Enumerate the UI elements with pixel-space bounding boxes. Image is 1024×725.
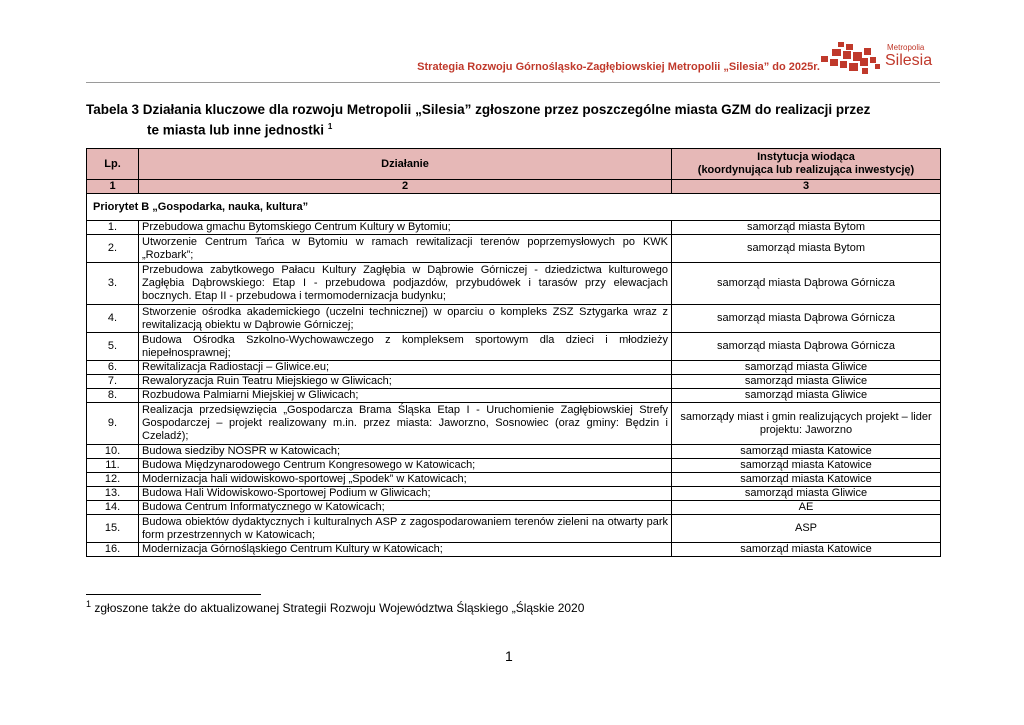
actions-table	[86, 148, 941, 557]
priority-row	[87, 194, 941, 221]
caption-line-2-wrap	[86, 118, 946, 139]
header-divider	[86, 82, 940, 83]
row-institution: samorząd miasta Gliwice	[672, 487, 941, 501]
table-row	[87, 473, 941, 487]
table-row	[87, 333, 941, 361]
row-lp: 4.	[87, 305, 139, 333]
row-lp: 10.	[87, 445, 139, 459]
row-action: Rewitalizacja Radiostacji – Gliwice.eu;	[139, 361, 672, 375]
footnote-text: zgłoszone także do aktualizowanej Strategii Rozwoju Województwa Śląskiego „Śląskie 2020	[94, 601, 585, 615]
column-number: 2	[139, 180, 672, 194]
header-institution-line2: (koordynująca lub realizująca inwestycję)	[697, 164, 915, 176]
row-action: Utworzenie Centrum Tańca w Bytomiu w ramach rewitalizacji terenów poprzemysłowych po KWK „Rozbark”;	[139, 235, 672, 263]
row-action: Przebudowa zabytkowego Pałacu Kultury Zagłębia w Dąbrowie Górniczej - dziedzictwa kulturowego Zagłębia Dąbrowskiego: Etap I - przebudowa podjazdów, przybudówek i tarasów przy elewacjach bocznych. Etap II - przebudowa i termomodernizacja budynku;	[139, 263, 672, 305]
header-action: Działanie	[139, 149, 672, 180]
table-row	[87, 235, 941, 263]
table-row	[87, 389, 941, 403]
table-row	[87, 515, 941, 543]
row-action: Rozbudowa Palmiarni Miejskiej w Gliwicach;	[139, 389, 672, 403]
row-lp: 15.	[87, 515, 139, 543]
row-institution: samorząd miasta Dąbrowa Górnicza	[672, 263, 941, 305]
table-header-row	[87, 149, 941, 180]
row-institution: samorząd miasta Katowice	[672, 459, 941, 473]
column-number-row	[87, 180, 941, 194]
row-action: Budowa Centrum Informatycznego w Katowicach;	[139, 501, 672, 515]
row-action: Przebudowa gmachu Bytomskiego Centrum Kultury w Bytomiu;	[139, 221, 672, 235]
row-action: Modernizacja hali widowiskowo-sportowej „Spodek” w Katowicach;	[139, 473, 672, 487]
row-lp: 6.	[87, 361, 139, 375]
row-action: Budowa Ośrodka Szkolno-Wychowawczego z kompleksem sportowym dla dzieci i młodzieży niepełnosprawnej;	[139, 333, 672, 361]
footnote-divider	[86, 594, 261, 595]
logo-text-silesia: Silesia	[885, 52, 933, 69]
row-institution: ASP	[672, 515, 941, 543]
row-institution: samorząd miasta Katowice	[672, 445, 941, 459]
header-institution-line1: Instytucja wiodąca	[757, 151, 855, 163]
row-institution: samorząd miasta Gliwice	[672, 361, 941, 375]
footnote-marker: 1	[86, 599, 92, 609]
row-action: Budowa Międzynarodowego Centrum Kongresowego w Katowicach;	[139, 459, 672, 473]
row-institution: AE	[672, 501, 941, 515]
table-row	[87, 543, 941, 557]
row-lp: 8.	[87, 389, 139, 403]
table-row	[87, 263, 941, 305]
table-row	[87, 361, 941, 375]
caption-line-1: Tabela 3 Działania kluczowe dla rozwoju Metropolii „Silesia” zgłoszone przez poszczególne miasta GZM do realizacji przez	[86, 102, 871, 117]
table-row	[87, 501, 941, 515]
logo-text-metropolia: Metropolia	[887, 43, 925, 52]
table-row	[87, 375, 941, 389]
row-institution: samorząd miasta Gliwice	[672, 375, 941, 389]
row-institution: samorząd miasta Dąbrowa Górnicza	[672, 333, 941, 361]
page-number: 1	[505, 648, 513, 664]
column-number: 3	[672, 180, 941, 194]
row-institution: samorząd miasta Katowice	[672, 473, 941, 487]
row-lp: 16.	[87, 543, 139, 557]
footnote	[86, 599, 584, 615]
table-row	[87, 221, 941, 235]
table-row	[87, 459, 941, 473]
row-action: Stworzenie ośrodka akademickiego (uczelni technicznej) w oparciu o kompleks ZSZ Sztygarka wraz z rewitalizacją obiektu w Dąbrowie Górniczej;	[139, 305, 672, 333]
column-number: 1	[87, 180, 139, 194]
row-action: Rewaloryzacja Ruin Teatru Miejskiego w Gliwicach;	[139, 375, 672, 389]
priority-label: Priorytet B „Gospodarka, nauka, kultura”	[87, 194, 941, 221]
caption-line-2: te miasta lub inne jednostki	[147, 122, 325, 138]
document-header-title: Strategia Rozwoju Górnośląsko-Zagłębiowskiej Metropolii „Silesia” do 2025r.	[417, 61, 820, 73]
row-action: Realizacja przedsięwzięcia „Gospodarcza Brama Śląska Etap I - Uruchomienie Zagłębiowskiej Strefy Gospodarczej – projekt realizowany m.in. przez miasta: Jaworzno, Sosnowiec (oraz gminy: Będzin i Czeladź);	[139, 403, 672, 445]
row-action: Budowa obiektów dydaktycznych i kulturalnych ASP z zagospodarowaniem terenów zieleni na otwarty park form przestrzennych w Katowicach;	[139, 515, 672, 543]
table-row	[87, 445, 941, 459]
header-lp: Lp.	[87, 149, 139, 180]
row-institution: samorządy miast i gmin realizujących projekt – lider projektu: Jaworzno	[672, 403, 941, 445]
row-institution: samorząd miasta Dąbrowa Górnicza	[672, 305, 941, 333]
row-lp: 11.	[87, 459, 139, 473]
row-lp: 3.	[87, 263, 139, 305]
table-row	[87, 305, 941, 333]
header-institution	[672, 149, 941, 180]
row-lp: 12.	[87, 473, 139, 487]
row-institution: samorząd miasta Bytom	[672, 235, 941, 263]
row-lp: 5.	[87, 333, 139, 361]
row-institution: samorząd miasta Bytom	[672, 221, 941, 235]
caption-footnote-ref: 1	[327, 122, 333, 131]
row-lp: 1.	[87, 221, 139, 235]
table-row	[87, 487, 941, 501]
row-lp: 7.	[87, 375, 139, 389]
row-action: Modernizacja Górnośląskiego Centrum Kultury w Katowicach;	[139, 543, 672, 557]
row-lp: 9.	[87, 403, 139, 445]
table-row	[87, 403, 941, 445]
table-caption	[86, 101, 946, 139]
row-institution: samorząd miasta Katowice	[672, 543, 941, 557]
row-lp: 13.	[87, 487, 139, 501]
row-action: Budowa Hali Widowiskowo-Sportowej Podium w Gliwicach;	[139, 487, 672, 501]
row-lp: 14.	[87, 501, 139, 515]
row-lp: 2.	[87, 235, 139, 263]
row-institution: samorząd miasta Gliwice	[672, 389, 941, 403]
row-action: Budowa siedziby NOSPR w Katowicach;	[139, 445, 672, 459]
